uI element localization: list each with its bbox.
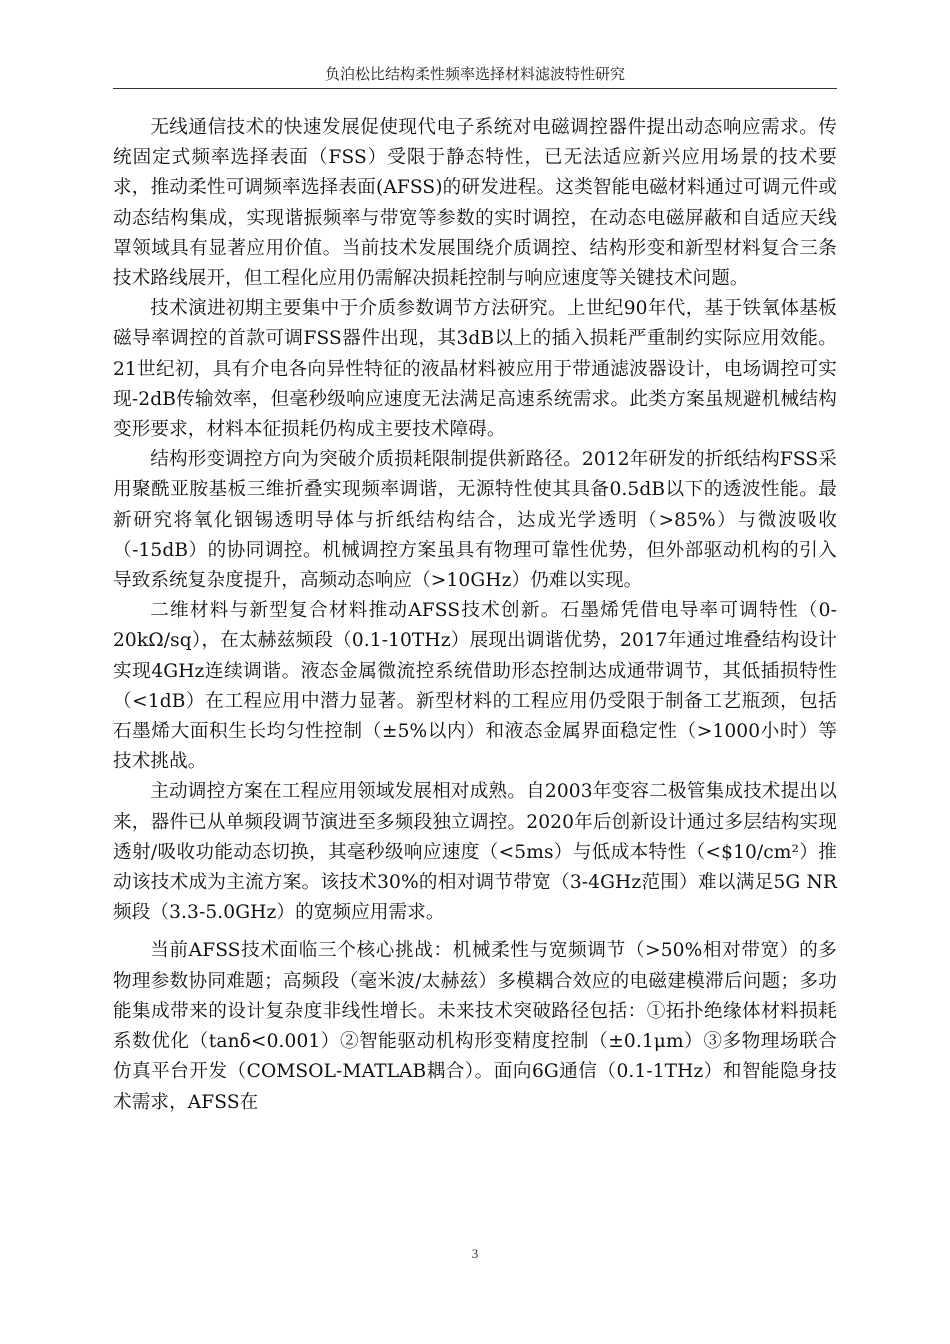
running-header: 负泊松比结构柔性频率选择材料滤波特性研究	[324, 65, 625, 83]
paragraph-dielectric-tuning: 技术演进初期主要集中于介质参数调节方法研究。上世纪90年代，基于铁氧体基板磁导率调控的首款可调FSS器件出现，其3dB以上的插入损耗严重制约实际应用效能。21世纪初，具有介电各向异性特征的液晶材料被应用于带通滤波器设计，电场调控可实现-2dB传输效率，但毫秒级响应速度无法满足高速系统需求。此类方案虽规避机械结构变形要求，材料本征损耗仍构成主要技术障碍。	[113, 298, 837, 441]
header-divider	[113, 88, 837, 89]
paragraph-challenges: 当前AFSS技术面临三个核心挑战：机械柔性与宽频调节（>50%相对带宽）的多物理参数协同难题；高频段（毫米波/太赫兹）多模耦合效应的电磁建模滞后问题；多功能集成带来的设计复杂度非线性增长。未来技术突破路径包括：①拓扑绝缘体材料损耗系数优化（tanδ<0.001）②智能驱动机构形变精度控制（±0.1μm）③多物理场联合仿真平台开发（COMSOL-MATLAB耦合）。面向6G通信（0.1-1THz）和智能隐身技术需求，AFSS在	[113, 940, 837, 1113]
paragraph-active-tuning: 主动调控方案在工程应用领域发展相对成熟。自2003年变容二极管集成技术提出以来，器件已从单频段调节演进至多频段独立调控。2020年后创新设计通过多层结构实现透射/吸收功能动态切换，其毫秒级响应速度（<5ms）与低成本特性（<$10/cm²）推动该技术成为主流方案。该技术30%的相对调节带宽（3-4GHz范围）难以满足5G NR频段（3.3-5.0GHz）的宽频应用需求。	[113, 781, 837, 924]
page-number: 3	[471, 1246, 479, 1261]
paragraph-2d-materials: 二维材料与新型复合材料推动AFSS技术创新。石墨烯凭借电导率可调特性（0-20kΩ/sq），在太赫兹频段（0.1-10THz）展现出调谐优势，2017年通过堆叠结构设计实现4GHz连续调谐。液态金属微流控系统借助形态控制达成通带调节，其低插损特性（<1dB）在工程应用中潜力显著。新型材料的工程应用仍受限于制备工艺瓶颈，包括石墨烯大面积生长均匀性控制（±5%以内）和液态金属界面稳定性（>1000小时）等技术挑战。	[113, 600, 837, 773]
paragraph-intro: 无线通信技术的快速发展促使现代电子系统对电磁调控器件提出动态响应需求。传统固定式频率选择表面（FSS）受限于静态特性，已无法适应新兴应用场景的技术要求，推动柔性可调频率选择表面(AFSS)的研发进程。这类智能电磁材料通过可调元件或动态结构集成，实现谐振频率与带宽等参数的实时调控，在动态电磁屏蔽和自适应天线罩领域具有显著应用价值。当前技术发展围绕介质调控、结构形变和新型材料复合三条技术路线展开，但工程化应用仍需解决损耗控制与响应速度等关键技术问题。	[113, 117, 837, 290]
paragraph-structural-deformation: 结构形变调控方向为突破介质损耗限制提供新路径。2012年研发的折纸结构FSS采用聚酰亚胺基板三维折叠实现频率调谐，无源特性使其具备0.5dB以下的透波性能。最新研究将氧化铟锡透明导体与折纸结构结合，达成光学透明（>85%）与微波吸收（-15dB）的协同调控。机械调控方案虽具有物理可靠性优势，但外部驱动机构的引入导致系统复杂度提升，高频动态响应（>10GHz）仍难以实现。	[113, 449, 837, 592]
document-body	[113, 113, 837, 1118]
